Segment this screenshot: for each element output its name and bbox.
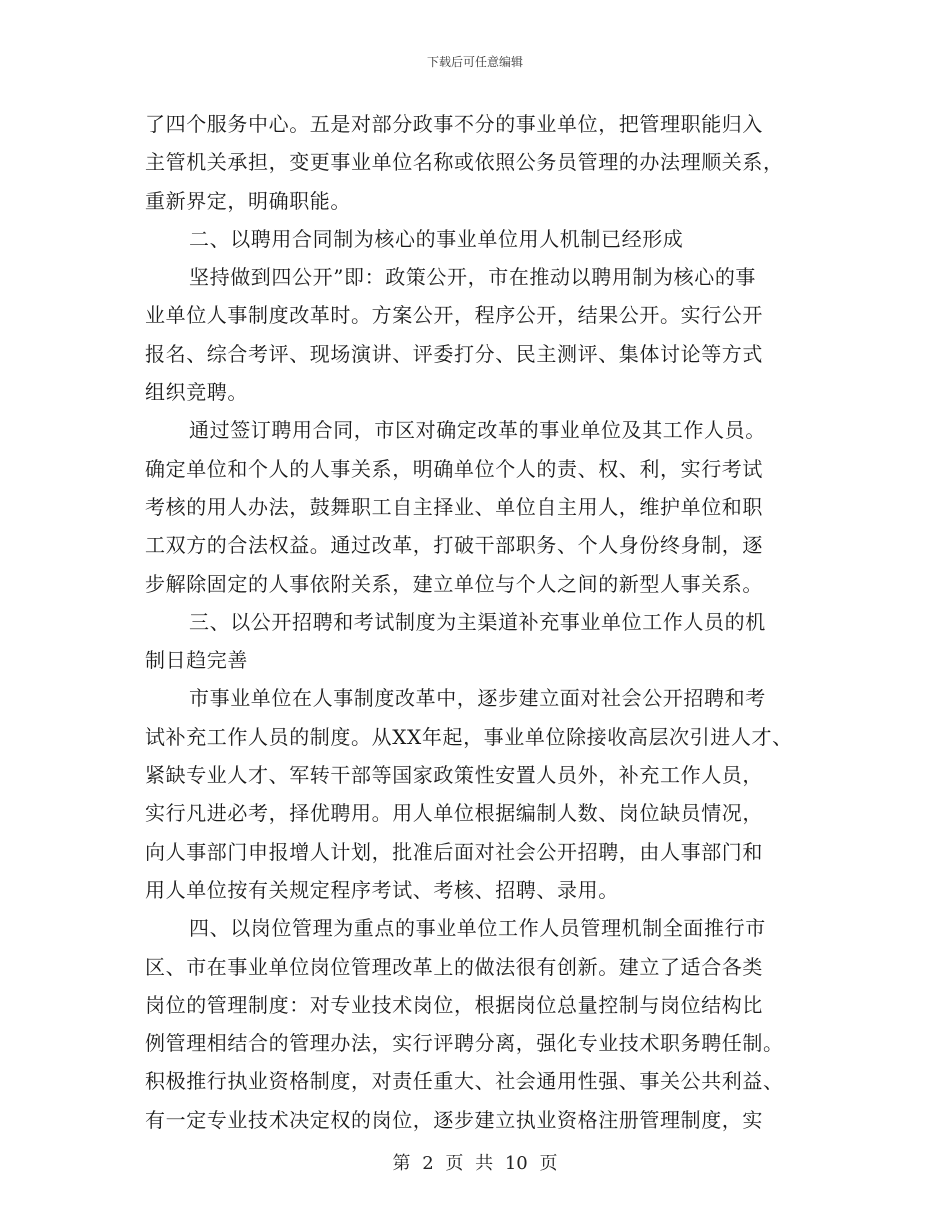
text-line: 考核的用人办法，鼓舞职工自主择业、单位自主用人，维护单位和职: [145, 494, 763, 519]
text-line: 积极推行执业资格制度，对责任重大、社会通用性强、事关公共利益、: [145, 1069, 784, 1094]
text-line: 工双方的合法权益。通过改革，打破干部职务、个人身份终身制，逐: [145, 533, 763, 558]
text-line: 制日趋完善: [145, 648, 248, 673]
text-line: 二、以聘用合同制为核心的事业单位用人机制已经形成: [189, 226, 684, 251]
text-line: 四、以岗位管理为重点的事业单位工作人员管理机制全面推行市: [189, 916, 766, 941]
text-line: 实行凡进必考，择优聘用。用人单位根据编制人数、岗位缺员情况，: [145, 801, 763, 826]
text-line: 通过签订聘用合同，市区对确定改革的事业单位及其工作人员。: [189, 418, 766, 443]
text-line: 试补充工作人员的制度。从XX年起，事业单位除接收高层次引进人才、: [145, 724, 793, 749]
text-line: 市事业单位在人事制度改革中，逐步建立面对社会公开招聘和考: [189, 686, 766, 711]
text-line: 报名、综合考评、现场演讲、评委打分、民主测评、集体讨论等方式: [145, 341, 763, 366]
page-footer: 第 2 页 共 10 页: [392, 1153, 558, 1174]
text-line: 业单位人事制度改革时。方案公开，程序公开，结果公开。实行公开: [145, 303, 763, 328]
text-line: 紧缺专业人才、军转干部等国家政策性安置人员外，补充工作人员，: [145, 763, 763, 788]
text-line: 坚持做到四公开”即：政策公开，市在推动以聘用制为核心的事: [189, 265, 757, 290]
text-line: 组织竞聘。: [145, 380, 248, 405]
text-line: 有一定专业技术决定权的岗位，逐步建立执业资格注册管理制度，实: [145, 1107, 763, 1132]
text-line: 三、以公开招聘和考试制度为主渠道补充事业单位工作人员的机: [189, 609, 766, 634]
text-line: 区、市在事业单位岗位管理改革上的做法很有创新。建立了适合各类: [145, 954, 763, 979]
text-line: 主管机关承担，变更事业单位名称或依照公务员管理的办法理顺关系，: [145, 150, 784, 175]
text-line: 确定单位和个人的人事关系，明确单位个人的责、权、利，实行考试: [145, 456, 763, 481]
document-body: [145, 105, 805, 1139]
text-line: 步解除固定的人事依附关系，建立单位与个人之间的新型人事关系。: [145, 571, 763, 596]
text-line: 重新界定，明确职能。: [145, 188, 351, 213]
text-line: 岗位的管理制度：对专业技术岗位，根据岗位总量控制与岗位结构比: [145, 992, 763, 1017]
text-line: 了四个服务中心。五是对部分政事不分的事业单位，把管理职能归入: [145, 112, 763, 136]
text-line: 用人单位按有关规定程序考试、考核、招聘、录用。: [145, 877, 619, 902]
text-line: 向人事部门申报增人计划，批准后面对社会公开招聘，由人事部门和: [145, 839, 763, 864]
text-line: 例管理相结合的管理办法，实行评聘分离，强化专业技术职务聘任制。: [145, 1031, 784, 1056]
page-header: 下载后可任意编辑: [426, 55, 523, 69]
